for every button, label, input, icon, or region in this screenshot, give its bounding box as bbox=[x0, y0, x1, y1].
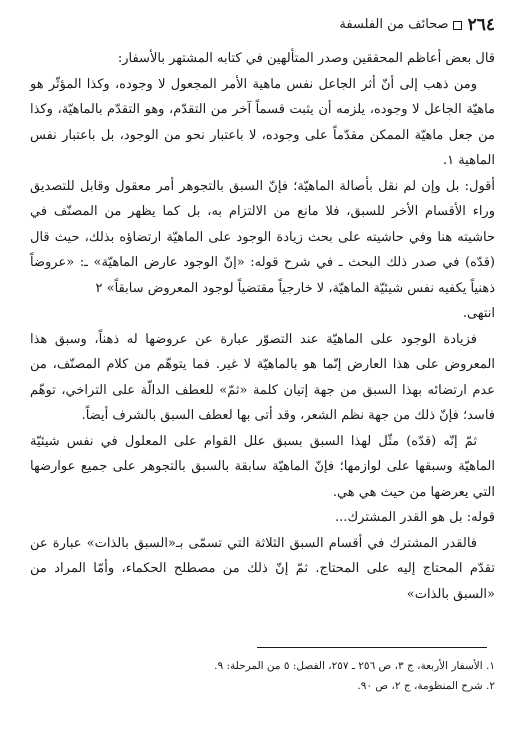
footnote-2: ٢. شرح المنظومة، ج ٢، ص ٩٠. bbox=[357, 680, 495, 692]
page-body bbox=[30, 14, 495, 607]
paragraph-common-measure: فالقدر المشترك في أقسام السبق الثلاثة التي تسمّى بـ«السبق بالذات» عبارة عن تقدّم المحتاج إليه على المحتاج. ثمّ إنّ ذلك من مصطلح الحكماء، وأمّا المراد من «السبق بالذات» bbox=[30, 535, 495, 602]
paragraph-example: ثمّ إنّه (قدّه) مثّل لهذا السبق بسبق علل القوام على المعلول في نفس شيئيّة الماهيّة وسبقها على لوازمها؛ فإنّ الماهيّة سابقة بالسبق بالتجوهر على جميع عوارضها التي يعرضها من حيث هي هي. bbox=[30, 433, 495, 500]
paragraph-commentary: أقول: بل وإن لم نقل بأصالة الماهيّة؛ فإنّ السبق بالتجوهر أمر معقول وقابل للتصديق وراء الأقسام الأخر للسبق، فلا مانع من الالتزام به، بل كما يظهر من المصنّف في حاشيته هنا وفي حاشيته على بحث زيادة الوجود على الماهيّة ارتضاؤه بذلك، حيث قال (قدّه) في صدر ذلك البحث ـ في شرح قوله: «إنّ الوجود عارض الماهيّة» ـ: «عروضاً ذهنياً يكفيه نفس شيئيّة الماهيّة، لا خارجياً مقتضياً لوجود المعروض سابقاً» ٢ bbox=[30, 178, 495, 296]
paragraph-quote: ومن ذهب إلى أنّ أثر الجاعل نفس ماهية الأمر المجعول لا وجوده، وكذا المؤثّر هو ماهيّة الجاعل لا وجوده، يلزمه أن يثبت قسماً آخر من التقدّم، وهو التقدّم بالماهيّة، وكذا من جعل ماهيّة الممكن مقدّماً على وجوده، لا باعتبار نحو من الوجود، بل باعتبار نفس الماهية ١. bbox=[30, 76, 495, 168]
footnote-1: ١. الأسفار الأربعة، ج ٣، ص ٢٥٦ ـ ٢٥٧، الفصل: ٥ من المرحلة: ٩. bbox=[214, 660, 495, 672]
running-title: صحائف من الفلسفة bbox=[339, 17, 449, 32]
footnote-divider bbox=[257, 647, 487, 648]
square-ornament-icon bbox=[453, 21, 462, 30]
paragraph-intro: قال بعض أعاظم المحققين وصدر المتألهين في كتابه المشتهر بالأسفار: bbox=[117, 51, 495, 66]
paragraph-lemma: قوله: بل هو القدر المشترك... bbox=[335, 510, 495, 525]
footnotes bbox=[30, 656, 495, 696]
page-header bbox=[30, 14, 495, 36]
page-number: ٢٦٤ bbox=[467, 15, 495, 35]
paragraph-end-quote: انتهى. bbox=[462, 306, 495, 321]
paragraph-explanation: فزيادة الوجود على الماهيّة عند التصوّر عبارة عن عروضها له ذهناً، وسبق هذا المعروض على هذا العارض إنّما هو بالماهيّة لا غير. فما يتوهّم من كلام المصنّف، من عدم ارتضائه بهذا السبق من جهة إتيان كلمة «ثمّ» للعطف الدالّة على التراخي، توهّم فاسد؛ فإنّ ذلك من جهة نظم الشعر، وقد أتى بها لعطف السبق بالشرف أيضاً. bbox=[30, 331, 495, 423]
